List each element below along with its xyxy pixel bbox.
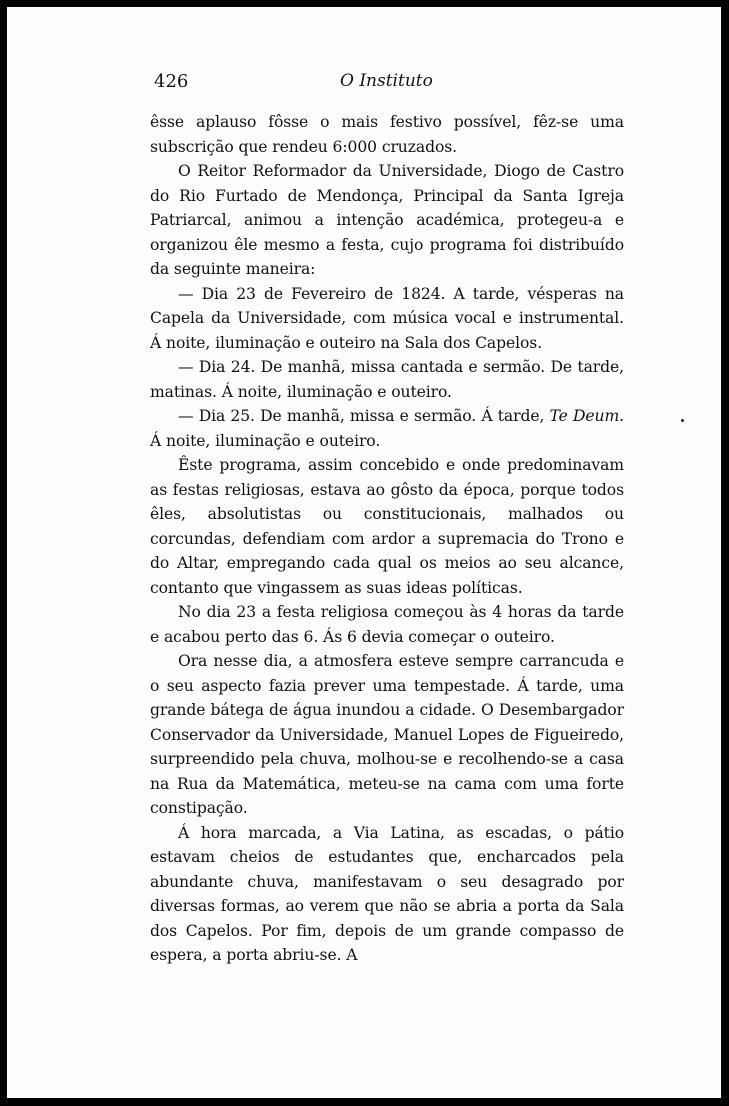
page-number: 426 bbox=[154, 71, 189, 92]
book-page bbox=[7, 7, 721, 1098]
print-speck bbox=[681, 419, 684, 422]
paragraph: O Reitor Reformador da Universidade, Diogo de Castro do Rio Furtado de Mendonça, Principal da Santa Igreja Patriarcal, animou a intenção académica, protegeu-a e organizou êle mesmo a festa, cujo programa foi distribuído da seguinte maneira: bbox=[150, 162, 624, 278]
paragraph: Ora nesse dia, a atmosfera esteve sempre carrancuda e o seu aspecto fazia prever uma tempestade. Á tarde, uma grande bátega de água inundou a cidade. O Desembargador Conservador da Universidade, Manuel Lopes de Figueiredo, surpreendido pela chuva, molhou-se e recolhendo-se a casa na Rua da Matemática, meteu-se na cama com uma forte constipação. bbox=[150, 652, 624, 817]
italic-segment: Te Deum. bbox=[549, 407, 624, 425]
paragraph: êsse aplauso fôsse o mais festivo possível, fêz-se uma subscrição que rendeu 6:000 cruzados. bbox=[150, 113, 624, 156]
paragraph-segment: — Dia 25. De manhã, missa e sermão. Á tarde, bbox=[178, 407, 550, 425]
paragraph: — Dia 23 de Fevereiro de 1824. A tarde, vésperas na Capela da Universidade, com música vocal e instrumental. Á noite, iluminação e outeiro na Sala dos Capelos. bbox=[150, 284, 624, 352]
paragraph: Êste programa, assim concebido e onde predominavam as festas religiosas, estava ao gôsto da época, porque todos êles, absolutistas ou constitucionais, malhados ou corcundas, defendiam com ardor a supremacia do Trono e do Altar, empregando cada qual os meios ao seu alcance, contanto que vingassem as suas ideas políticas. bbox=[150, 456, 624, 597]
paragraph bbox=[150, 404, 624, 453]
body-text bbox=[150, 110, 624, 968]
paragraph-segment: Á noite, iluminação e outeiro. bbox=[150, 431, 381, 450]
paragraph: Á hora marcada, a Via Latina, as escadas, o pátio estavam cheios de estudantes que, encharcados pela abundante chuva, manifestavam o seu desagrado por diversas formas, ao verem que não se abria a porta da Sala dos Capelos. Por fim, depois de um grande compasso de espera, a porta abriu-se. A bbox=[150, 823, 624, 964]
page-header bbox=[7, 71, 721, 99]
paragraph: — Dia 24. De manhã, missa cantada e sermão. De tarde, matinas. Á noite, iluminação e outeiro. bbox=[150, 358, 624, 401]
running-title: O Instituto bbox=[340, 71, 433, 91]
paragraph: No dia 23 a festa religiosa começou às 4 horas da tarde e acabou perto das 6. Ás 6 devia começar o outeiro. bbox=[150, 603, 624, 646]
